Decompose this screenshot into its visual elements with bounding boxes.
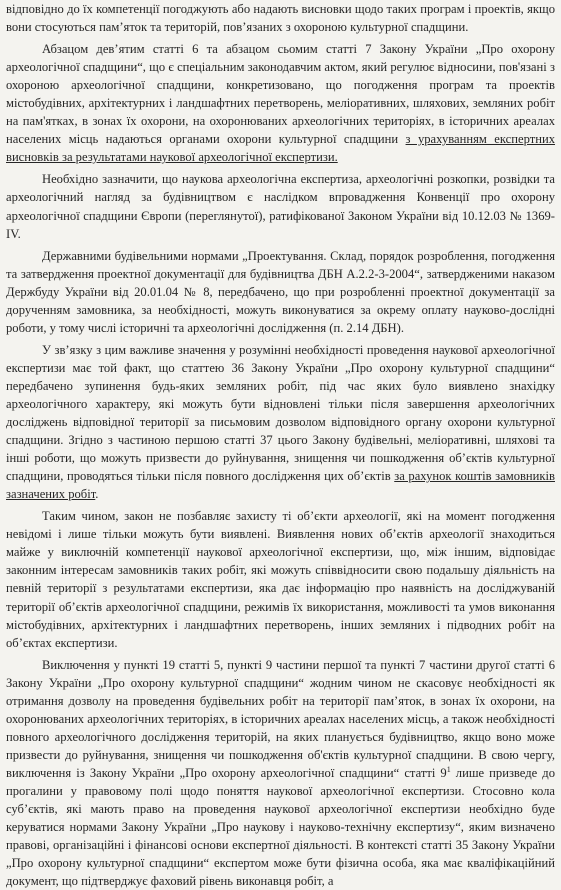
text-run: відповідно до їх компетенції погоджують або надають висновки щодо таких програм і проектів, якщо вони стосуються пам’яток та територій, пов’язаних з охороною культурної спадщини. [6,2,555,35]
text-run: лише призведе до прогалини у правовому полі щодо поняття наукової археологічної експертизи. Стосовно кола суб’єктів, які мають право на проведення наукової археологічної експертизи необхідно буде керуватися нормами Закону України „Про наукову і науково-технічну експертизу“, яким визначено правові, організаційні і фінансові основи експертної діяльності. В контексті статті 35 Закону України „Про охорону культурної спадщини“ експертом може бути фізична особа, яка має кваліфікаційний документ, що підтверджує фаховий рівень виконавця робіт, а [6,765,555,889]
underlined-text: за рахунок коштів замовників зазначених робіт [6,469,555,502]
paragraph [6,0,555,36]
paragraph [6,40,555,166]
superscript: 1 [446,764,451,774]
text-run: Виключення у пункті 19 статті 5, пункті 9 частини першої та пункті 7 частини другої статті 6 Закону України „Про охорону культурної спадщини“ жодним чином не скасовує необхідності як отримання дозволу на проведення будівельних робіт на території пам’яток, в зонах їх охорони, на охоронюваних археологічних територіях, в історичних ареалах населених місць, а також необхідності повного археологічного дослідження територій, на яких планується будівництво, якщо воно може призвести до руйнування, знищення чи пошкодження об'єктів культурної спадщини. В свою чергу, виключення із Закону України „Про охорону археологічної спадщини“ статті 9 [6,657,555,780]
text-run: Таким чином, закон не позбавляє захисту ті об’єкти археології, які на момент погодження невідомі і лише тільки можуть бути виявлені. Виявлення нових об’єктів археології знаходиться майже у виключній компетенції наукової археологічної експертизи, що, між іншим, відповідає законним інтересам замовників таких робіт, які можуть співвідносити свою подальшу діяльність на певній території з результатами експертизи, яка дає інформацію про наявність на досліджуваній території об’єктів археологічної спадщини, режимів їх використання, можливості та умов виконання містобудівних, архітектурних і ландшафтних перетворень, інших земляних і підводних робіт на об’єктах експертизи. [6,509,555,650]
text-run: У зв’язку з цим важливе значення у розумінні необхідності проведення наукової археологічної експертизи має той факт, що статтею 36 Закону України „Про охорону культурної спадщини“ передбачено зупинення будь-яких земляних робіт, під час яких було виявлено знахідку археологічного характеру, які можуть бути відновлені тільки після завершення археологічних досліджень відповідної території за письмовим дозволом відповідного органу охорони культурної спадщини. Згідно з частиною першою статті 37 цього Закону будівельні, меліоративні, шляхові та інші роботи, що можуть призвести до руйнування, знищення чи пошкодження об’єктів культурної спадщини, проводяться тільки після повного дослідження цих об’єктів [6,342,555,484]
paragraph [6,170,555,242]
text-run: Державними будівельними нормами „Проектування. Склад, порядок розроблення, погодження та затвердження проектної документації для будівництва ДБН А.2.2-3-2004“, затвердженими наказом Держбуду України від 20.01.04 № 8, передбачено, що при розробленні проектної документації за дорученням замовника, за необхідності, можуть виконуватися за окрему оплату науково-дослідні роботи, у тому числі історичні та археологічні дослідження (п. 2.14 ДБН). [6,248,555,335]
underlined-text: з урахуванням експертних висновків за результатами наукової археологічної експертизи. [6,132,556,165]
paragraph [6,247,555,337]
paragraph [6,507,555,651]
text-run: Абзацом дев’ятим статті 6 та абзацом сьомим статті 7 Закону України „Про охорону археологічної спадщини“, що є спеціальним законодавчим актом, який регулює відносини, пов'язані з охороною археологічної спадщини, конкретизовано, що погодження програм та проектів містобудівних, архітектурних і ландшафтних перетворень, меліоративних, шляхових, земляних робіт на пам'ятках, в зонах їх охорони, на охоронюваних археологічних територіях, в історичних ареалах населених місць надаються органами охорони культурної спадщини [6,42,555,147]
paragraph [6,656,555,890]
text-run: Необхідно зазначити, що наукова археологічна експертиза, археологічні розкопки, розвідки та археологічний нагляд за будівництвом є наслідком впровадження Конвенції про охорону археологічної спадщини Європи (переглянутої), ратифікованої Законом України від 10.12.03 № 1369-IV. [6,172,555,241]
paragraph [6,341,555,503]
text-run: . [95,487,99,502]
